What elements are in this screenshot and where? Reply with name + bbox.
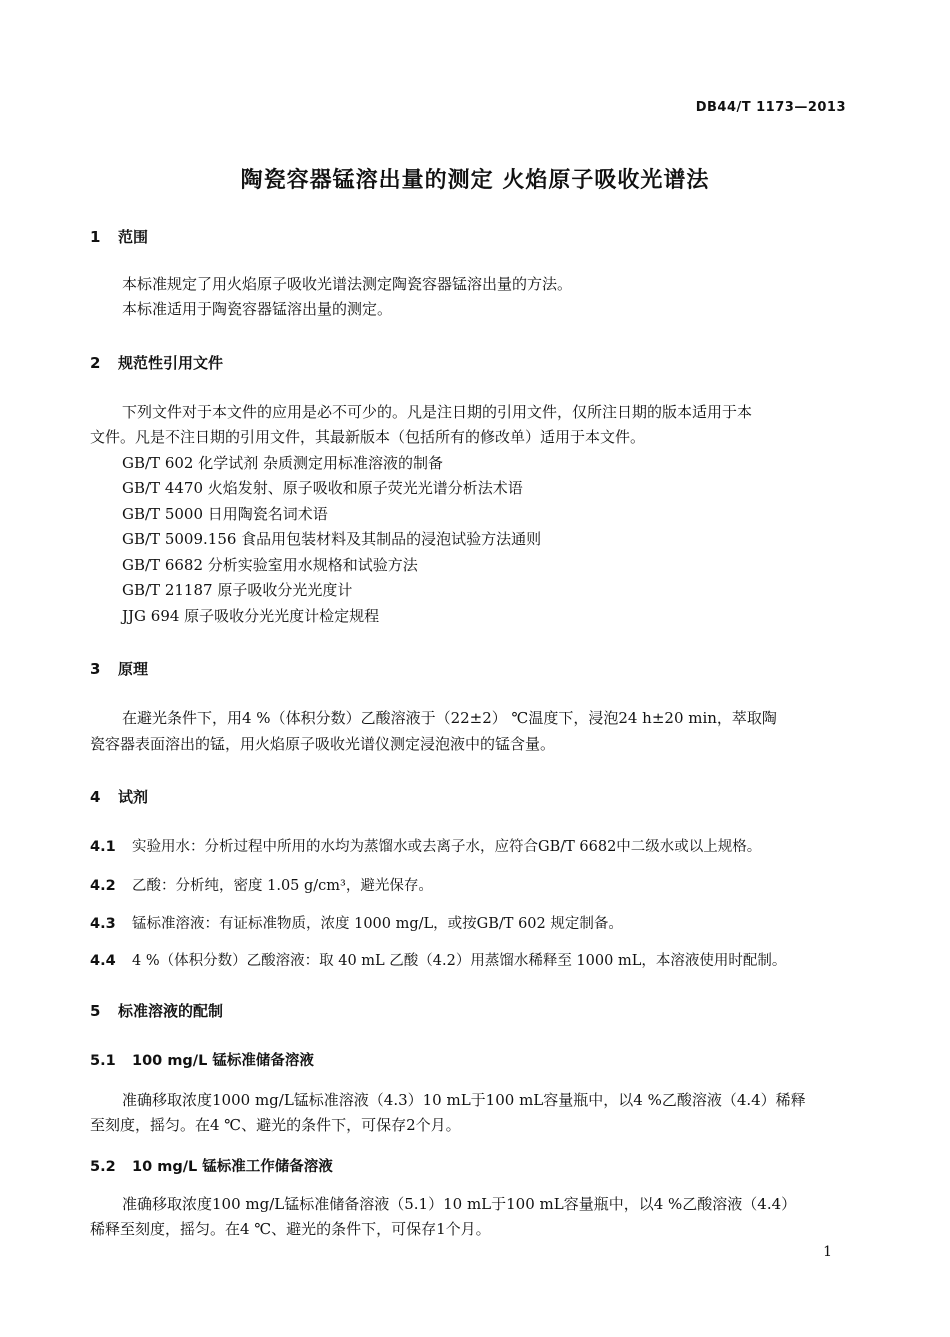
section-number: 5	[90, 1002, 101, 1020]
paragraph: 本标准规定了用火焰原子吸收光谱法测定陶瓷容器锰溶出量的方法。	[122, 275, 573, 293]
paragraph: 本标准适用于陶瓷容器锰溶出量的测定。	[122, 300, 393, 318]
section-1-heading	[90, 226, 148, 247]
item-text: 锰标准溶液：有证标准物质，浓度 1000 mg/L，或按GB/T 602 规定制备。	[132, 916, 623, 932]
subsection-5-2-heading	[90, 1155, 333, 1176]
reference-item: GB/T 5009.156 食品用包装材料及其制品的浸泡试验方法通则	[122, 530, 542, 548]
paragraph-line: 瓷容器表面溶出的锰，用火焰原子吸收光谱仪测定浸泡液中的锰含量。	[90, 735, 556, 753]
item-number: 4.3	[90, 916, 116, 932]
section-number: 4	[90, 788, 101, 806]
document-code: DB44/T 1173—2013	[695, 100, 846, 115]
reagent-item	[90, 949, 786, 970]
paragraph-line: 准确移取浓度100 mg/L锰标准储备溶液（5.1）10 mL于100 mL容量瓶中，以4 %乙酸溶液（4.4）	[122, 1195, 797, 1213]
section-number: 1	[90, 228, 101, 246]
reagent-item	[90, 912, 623, 933]
document-title: 陶瓷容器锰溶出量的测定 火焰原子吸收光谱法	[240, 168, 710, 193]
section-3-heading	[90, 658, 148, 679]
section-5-heading	[90, 1000, 223, 1021]
reference-item: GB/T 602 化学试剂 杂质测定用标准溶液的制备	[122, 454, 444, 472]
reagent-item	[90, 835, 761, 856]
subsection-title: 100 mg/L 锰标准储备溶液	[132, 1053, 314, 1069]
subsection-5-1-heading	[90, 1049, 314, 1070]
reference-item: JJG 694 原子吸收分光光度计检定规程	[122, 607, 380, 625]
subsection-title: 10 mg/L 锰标准工作储备溶液	[132, 1159, 333, 1175]
item-number: 4.2	[90, 878, 116, 894]
section-2-heading	[90, 352, 223, 373]
section-title: 范围	[118, 228, 149, 246]
item-text: 乙酸：分析纯，密度 1.05 g/cm³，避光保存。	[132, 878, 433, 894]
subsection-number: 5.1	[90, 1053, 116, 1069]
paragraph-line: 至刻度，摇匀。在4 ℃、避光的条件下，可保存2个月。	[90, 1116, 461, 1134]
reference-item: GB/T 5000 日用陶瓷名词术语	[122, 505, 328, 523]
reagent-item	[90, 874, 433, 895]
item-number: 4.1	[90, 839, 116, 855]
reference-item: GB/T 21187 原子吸收分光光度计	[122, 581, 353, 599]
section-title: 规范性引用文件	[118, 354, 224, 372]
section-4-heading	[90, 786, 148, 807]
reference-item: GB/T 6682 分析实验室用水规格和试验方法	[122, 556, 418, 574]
item-text: 实验用水：分析过程中所用的水均为蒸馏水或去离子水，应符合GB/T 6682中二级水或以上规格。	[132, 839, 762, 855]
reference-item: GB/T 4470 火焰发射、原子吸收和原子荧光光谱分析法术语	[122, 479, 523, 497]
paragraph-line: 下列文件对于本文件的应用是必不可少的。凡是注日期的引用文件，仅所注日期的版本适用于本	[122, 403, 753, 421]
subsection-number: 5.2	[90, 1159, 116, 1175]
section-title: 标准溶液的配制	[118, 1002, 224, 1020]
paragraph-line: 稀释至刻度，摇匀。在4 ℃、避光的条件下，可保存1个月。	[90, 1220, 491, 1238]
paragraph-line: 准确移取浓度1000 mg/L锰标准溶液（4.3）10 mL于100 mL容量瓶中，以4 %乙酸溶液（4.4）稀释	[122, 1091, 806, 1109]
paragraph-line: 文件。凡是不注日期的引用文件，其最新版本（包括所有的修改单）适用于本文件。	[90, 428, 646, 446]
paragraph-line: 在避光条件下，用4 %（体积分数）乙酸溶液于（22±2） ℃温度下，浸泡24 h±20 min，萃取陶	[122, 709, 777, 727]
page-number: 1	[823, 1244, 832, 1260]
section-title: 原理	[118, 660, 149, 678]
section-title: 试剂	[118, 788, 149, 806]
item-number: 4.4	[90, 953, 116, 969]
section-number: 2	[90, 354, 101, 372]
item-text: 4 %（体积分数）乙酸溶液：取 40 mL 乙酸（4.2）用蒸馏水稀释至 1000 mL，本溶液使用时配制。	[132, 953, 787, 969]
section-number: 3	[90, 660, 101, 678]
